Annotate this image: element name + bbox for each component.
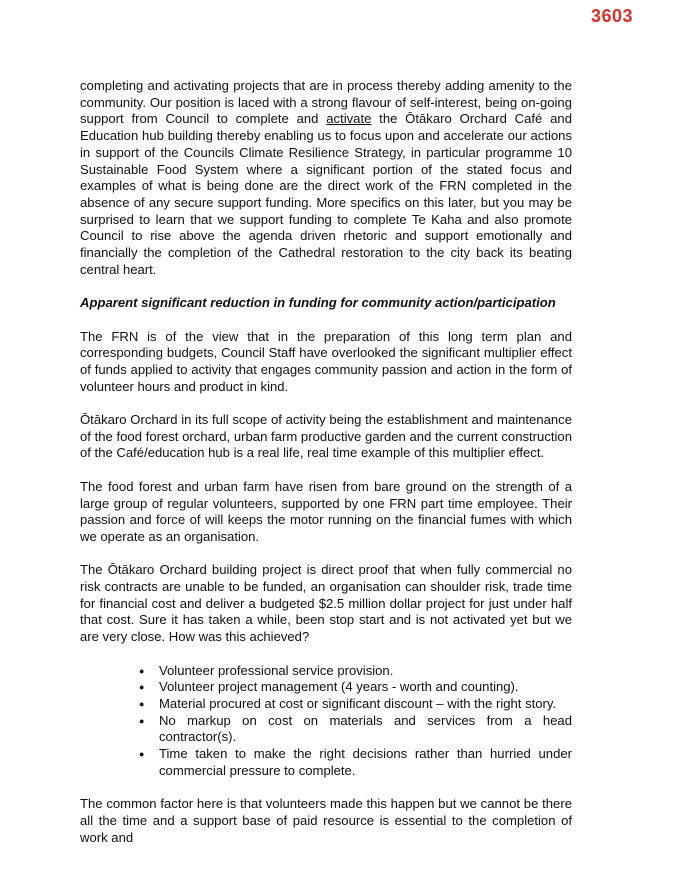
list-item: ● No markup on cost on materials and services from a head contractor(s).: [159, 713, 572, 746]
bullet-list: [80, 663, 572, 780]
list-item: ● Volunteer professional service provision.: [159, 663, 572, 680]
paragraph-otakaro-orchard: Ōtākaro Orchard in its full scope of activity being the establishment and maintenance of the food forest orchard, urban farm productive garden and the current construction of the Café/education hub is a real life, real time example of this multiplier effect.: [80, 412, 572, 461]
paragraph-frn-view: The FRN is of the view that in the preparation of this long term plan and corresponding budgets, Council Staff have overlooked the significant multiplier effect of funds applied to activity that engages community passion and action in the form of volunteer hours and product in kind.: [80, 328, 572, 394]
paragraph-common-factor: The common factor here is that volunteers made this happen but we cannot be there all the time and a support base of paid resource is essential to the completion of work and: [80, 796, 572, 845]
section-heading: Apparent significant reduction in funding for community action/participation: [80, 295, 556, 311]
paragraph-food-forest: The food forest and urban farm have risen from bare ground on the strength of a large group of regular volunteers, supported by one FRN part time employee. Their passion and force of will keeps the motor running on the financial fumes with which we operate as an organisation.: [80, 478, 572, 544]
paragraph-building-project: The Ōtākaro Orchard building project is direct proof that when fully commercial no risk contracts are unable to be funded, an organisation can shoulder risk, trade time for financial cost and deliver a budgeted $2.5 million dollar project for just under half that cost. Sure it has taken a while, been stop start and is not activated yet but we are very close. How was this achieved?: [80, 562, 572, 645]
list-item: ● Time taken to make the right decisions rather than hurried under commercial pressure to complete.: [159, 746, 572, 779]
page-number: 3603: [590, 6, 633, 26]
document-body: [80, 78, 572, 863]
paragraph-intro-text-end: the Ōtākaro Orchard Café and Education hub building thereby enabling us to focus upon and accelerate our actions in support of the Councils Climate Resilience Strategy, in particular programme 10 Sustainable Food System where a significant portion of the stated focus and examples of what is being done are the direct work of the FRN completed in the absence of any secure support funding. More specifics on this later, but you may be surprised to learn that we support funding to complete Te Kaha and also promote Council to rise above the agenda driven rhetoric and support emotionally and financially the completion of the Cathedral restoration to the city back its beating central heart.: [80, 111, 572, 277]
list-item: ● Material procured at cost or significant discount – with the right story.: [159, 696, 572, 713]
paragraph-intro: [80, 78, 572, 278]
list-item: ● Volunteer project management (4 years - worth and counting).: [159, 679, 572, 696]
underlined-word-activate: activate: [326, 111, 372, 127]
paragraph-intro-text-start: completing and activating projects that are in process thereby adding amenity to the community. Our position is laced with a strong flavour of self-interest, being on-going support from Council to complete and: [80, 78, 572, 127]
